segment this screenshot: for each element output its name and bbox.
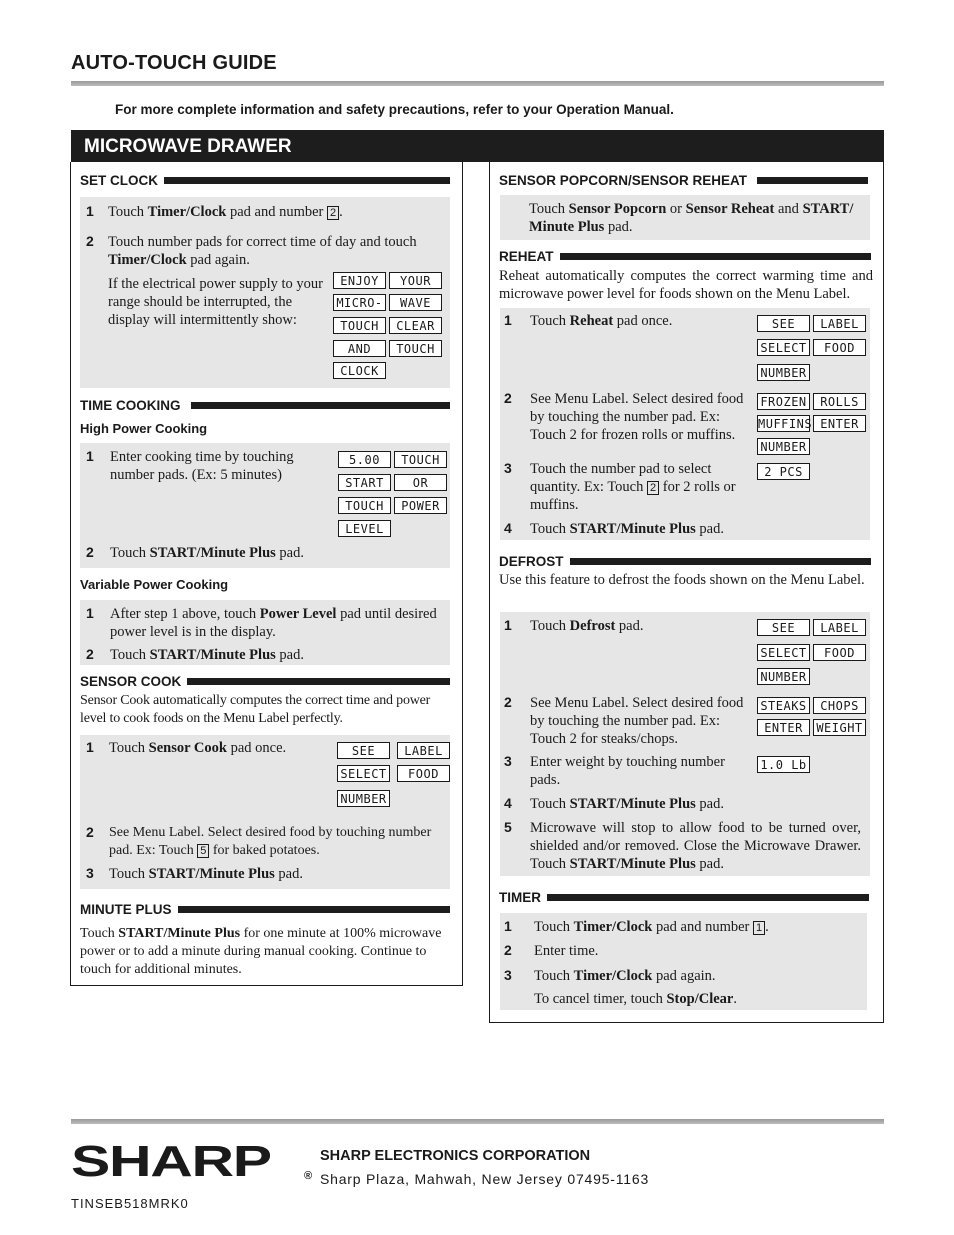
step-text: Touch [529, 201, 569, 217]
sensor-cook-step2 [109, 824, 447, 860]
step-text: and [774, 201, 803, 217]
company-address: Sharp Plaza, Mahwah, New Jersey 07495-1163 [320, 1171, 650, 1187]
display-readout: POWER [394, 497, 447, 514]
sharp-logo: SHARP [71, 1137, 271, 1186]
pad-name: START/Minute Plus [569, 796, 696, 812]
timer-heading-text: TIMER [499, 890, 541, 905]
step-number: 2 [504, 942, 512, 958]
step-text: pad and number [226, 204, 327, 220]
step-number: 1 [504, 312, 512, 328]
pad-name: Power Level [259, 606, 337, 622]
power-interrupt-note: If the electrical power supply to your range should be interrupted, the display will intermittently show: [108, 276, 324, 328]
title-rule [71, 81, 884, 86]
high-power-subheading: High Power Cooking [80, 421, 208, 436]
display-readout: TOUCH [333, 317, 386, 334]
display-readout: FOOD [397, 765, 450, 782]
step-number: 4 [504, 795, 512, 811]
number-key: 2 [647, 481, 659, 495]
step-text: for 2 rolls or muffins. [530, 479, 736, 513]
defrost-heading [499, 554, 871, 569]
reheat-heading [499, 249, 871, 264]
display-readout: TOUCH [394, 451, 447, 468]
display-readout: WAVE [389, 294, 442, 311]
step-number: 3 [504, 753, 512, 769]
time-cooking-heading [80, 398, 450, 413]
time-cooking-heading-text: TIME COOKING [80, 398, 181, 413]
display-readout: ROLLS [813, 393, 866, 410]
high-power-step2 [110, 544, 304, 562]
step-text: for one minute at 100% microwave power or to add a minute during manual cooking. Continue to touch for additional minutes. [80, 926, 442, 977]
step-text: pad. [275, 545, 304, 561]
step-text: See Menu Label. Select desired food by touching number pad. Ex: Touch [109, 825, 432, 858]
display-readout: SEE [757, 619, 810, 636]
pad-name: START/Minute Plus [148, 866, 275, 882]
display-readout: 5.00 [338, 451, 391, 468]
timer-cancel-note [534, 990, 737, 1008]
display-readout: NUMBER [757, 438, 810, 455]
intro-note: For more complete information and safety precautions, refer to your Operation Manual. [115, 102, 674, 117]
display-readout: START [338, 474, 391, 491]
step-text: Touch [110, 545, 150, 561]
step-text: . [733, 991, 737, 1007]
step-text: Touch the number pad to select quantity. Ex: Touch [530, 461, 712, 495]
step-text: pad and number [652, 919, 753, 935]
display-readout: FOOD [813, 644, 866, 661]
step-number: 3 [504, 460, 512, 476]
step-text: pad. [274, 866, 303, 882]
variable-power-step1 [110, 605, 445, 641]
step-text: or [666, 201, 686, 217]
step-text: pad again. [652, 968, 716, 984]
step-text: Touch [530, 521, 570, 537]
reheat-step4 [530, 520, 724, 538]
heading-bar [757, 177, 868, 184]
set-clock-step2 [108, 233, 443, 269]
pad-name: Stop/Clear [666, 991, 734, 1007]
heading-bar [178, 906, 450, 913]
step-text: Touch [80, 926, 119, 941]
variable-power-subheading: Variable Power Cooking [80, 577, 229, 592]
step-text: pad. [695, 796, 724, 812]
pad-name: Sensor Reheat [685, 201, 775, 217]
display-readout: MICRO- [333, 294, 386, 311]
step-text: pad. [604, 219, 633, 235]
heading-bar [164, 177, 450, 184]
pad-name: START/Minute Plus [149, 647, 276, 663]
company-name: SHARP ELECTRONICS CORPORATION [320, 1148, 591, 1164]
defrost-step5 [530, 819, 861, 873]
display-readout: SEE [337, 742, 390, 759]
display-readout: YOUR [389, 272, 442, 289]
display-readout: NUMBER [337, 790, 390, 807]
step-number: 2 [86, 824, 94, 840]
display-readout: ENJOY [333, 272, 386, 289]
display-readout: WEIGHT [813, 719, 866, 736]
display-readout: STEAKS [757, 697, 810, 714]
display-readout: CLOCK [333, 362, 386, 379]
pad-name: START/Minute Plus [569, 521, 696, 537]
reheat-step1 [530, 312, 672, 330]
step-number: 1 [86, 448, 94, 464]
reheat-step2: See Menu Label. Select desired food by touching the number pad. Ex: Touch 2 for frozen rolls or muffins. [530, 391, 744, 443]
heading-bar [191, 402, 451, 409]
timer-step1: Touch Timer/Clock pad and number 1 . [534, 919, 769, 935]
display-readout: TOUCH [338, 497, 391, 514]
display-readout: FROZEN [757, 393, 810, 410]
timer-heading [499, 890, 869, 905]
step-text: Touch [110, 647, 150, 663]
pad-name: Reheat [569, 313, 614, 329]
minute-plus-heading [80, 902, 450, 917]
step-text: Touch [530, 313, 570, 329]
high-power-step1: Enter cooking time by touching number pads. (Ex: 5 minutes) [110, 449, 294, 483]
number-key: 5 [197, 844, 209, 858]
pad-name: Defrost [569, 618, 616, 634]
heading-bar [547, 894, 869, 901]
sensor-popcorn-step [529, 200, 867, 236]
display-readout: OR [394, 474, 447, 491]
step-text: pad again. [186, 252, 250, 268]
pad-name: Sensor Cook [148, 740, 227, 756]
defrost-heading-text: DEFROST [499, 554, 564, 569]
step-number: 2 [86, 544, 94, 560]
display-readout: CLEAR [389, 317, 442, 334]
defrost-step1 [530, 617, 643, 635]
step-text: pad. [615, 618, 644, 634]
pad-name: Timer/Clock [573, 968, 653, 984]
display-readout: NUMBER [757, 364, 810, 381]
step-text: Touch number pads for correct time of day and touch [108, 234, 417, 250]
defrost-step4 [530, 795, 724, 813]
display-readout: NUMBER [757, 668, 810, 685]
set-clock-heading [80, 173, 450, 188]
step-text: After step 1 above, touch [110, 606, 260, 622]
pad-name: START/Minute Plus [569, 856, 696, 872]
sensor-popcorn-heading [499, 173, 868, 188]
step-text: pad. [695, 856, 724, 872]
step-number: 1 [86, 203, 94, 219]
set-clock-heading-text: SET CLOCK [80, 173, 159, 188]
set-clock-step1: Touch Timer/Clock pad and number 2 . [108, 204, 343, 220]
step-text: Touch [109, 866, 149, 882]
step-text: To cancel timer, touch [534, 991, 667, 1007]
step-number: 3 [86, 865, 94, 881]
display-readout: SELECT [757, 339, 810, 356]
display-readout: TOUCH [389, 340, 442, 357]
step-text: for baked potatoes. [209, 843, 320, 858]
step-number: 2 [504, 390, 512, 406]
defrost-step2: See Menu Label. Select desired food by touching the number pad. Ex: Touch 2 for steaks/chops. [530, 695, 744, 747]
timer-step2: Enter time. [534, 943, 599, 959]
reheat-description: Reheat automatically computes the correct warming time and microwave power level for foods shown on the Menu Label. [499, 268, 873, 302]
step-text: Touch [534, 968, 574, 984]
document-code: TINSEB518MRK0 [71, 1196, 189, 1211]
reheat-heading-text: REHEAT [499, 249, 554, 264]
display-readout: ENTER [757, 719, 810, 736]
display-readout: LABEL [813, 619, 866, 636]
variable-power-step2 [110, 646, 304, 664]
section-title: MICROWAVE DRAWER [84, 136, 292, 157]
defrost-description: Use this feature to defrost the foods shown on the Menu Label. [499, 572, 865, 588]
display-readout: 1.0 Lb [757, 756, 810, 773]
step-number: 1 [504, 617, 512, 633]
pad-name: START/ Minute Plus [529, 201, 854, 235]
step-text: Microwave will stop to allow food to be turned over, shielded and/or removed. Close the Microwave Drawer. Touch [530, 820, 861, 872]
sensor-cook-step3 [109, 865, 303, 883]
step-text: pad once. [226, 740, 287, 756]
sensor-cook-description: Sensor Cook automatically computes the correct time and power level to cook foods on the Menu Label perfectly. [80, 693, 431, 726]
display-readout: LABEL [813, 315, 866, 332]
heading-bar [187, 678, 450, 685]
sensor-cook-heading [80, 674, 450, 689]
registered-mark: ® [304, 1170, 313, 1182]
step-text: pad until desired power level is in the display. [110, 606, 437, 640]
display-readout: LABEL [397, 742, 450, 759]
sensor-cook-heading-text: SENSOR COOK [80, 674, 182, 689]
heading-bar [560, 253, 871, 260]
step-text: Touch [534, 919, 574, 935]
timer-step3 [534, 967, 716, 985]
step-text: pad. [275, 647, 304, 663]
display-readout: SELECT [757, 644, 810, 661]
pad-name: Timer/Clock [108, 252, 187, 268]
number-key: 1 [753, 921, 765, 935]
step-number: 2 [86, 646, 94, 662]
display-readout: SELECT [337, 765, 390, 782]
step-text: Touch [530, 618, 570, 634]
pad-name: START/Minute Plus [118, 926, 241, 941]
heading-bar [570, 558, 871, 565]
page-title: AUTO-TOUCH GUIDE [71, 52, 277, 74]
display-readout: CHOPS [813, 697, 866, 714]
step-number: 2 [86, 233, 94, 249]
pad-name: Timer/Clock [147, 204, 227, 220]
defrost-step3: Enter weight by touching number pads. [530, 754, 725, 788]
step-text: Touch [109, 740, 149, 756]
display-readout: SEE [757, 315, 810, 332]
reheat-step3 [530, 460, 750, 514]
display-readout: FOOD [813, 339, 866, 356]
display-readout: 2 PCS [757, 463, 810, 480]
display-readout: MUFFINS [758, 417, 813, 431]
minute-plus-heading-text: MINUTE PLUS [80, 902, 172, 917]
step-number: 1 [86, 739, 94, 755]
step-number: 2 [504, 694, 512, 710]
number-key: 2 [327, 206, 339, 220]
footer-rule [71, 1119, 884, 1124]
pad-name: Sensor Popcorn [568, 201, 667, 217]
step-text: pad once. [613, 313, 673, 329]
step-number: 4 [504, 520, 512, 536]
pad-name: START/Minute Plus [149, 545, 276, 561]
step-number: 1 [504, 918, 512, 934]
step-number: 5 [504, 819, 512, 835]
step-text: Touch [530, 796, 570, 812]
step-text: Touch [108, 204, 148, 220]
step-number: 3 [504, 967, 512, 983]
display-readout: AND [333, 340, 386, 357]
sensor-cook-step1 [109, 739, 286, 757]
pad-name: Timer/Clock [573, 919, 653, 935]
sensor-popcorn-heading-text: SENSOR POPCORN/SENSOR REHEAT [499, 173, 748, 188]
step-number: 1 [86, 605, 94, 621]
display-readout: ENTER [813, 415, 866, 432]
minute-plus-description [80, 925, 452, 979]
step-text: pad. [695, 521, 724, 537]
display-readout: LEVEL [338, 520, 391, 537]
